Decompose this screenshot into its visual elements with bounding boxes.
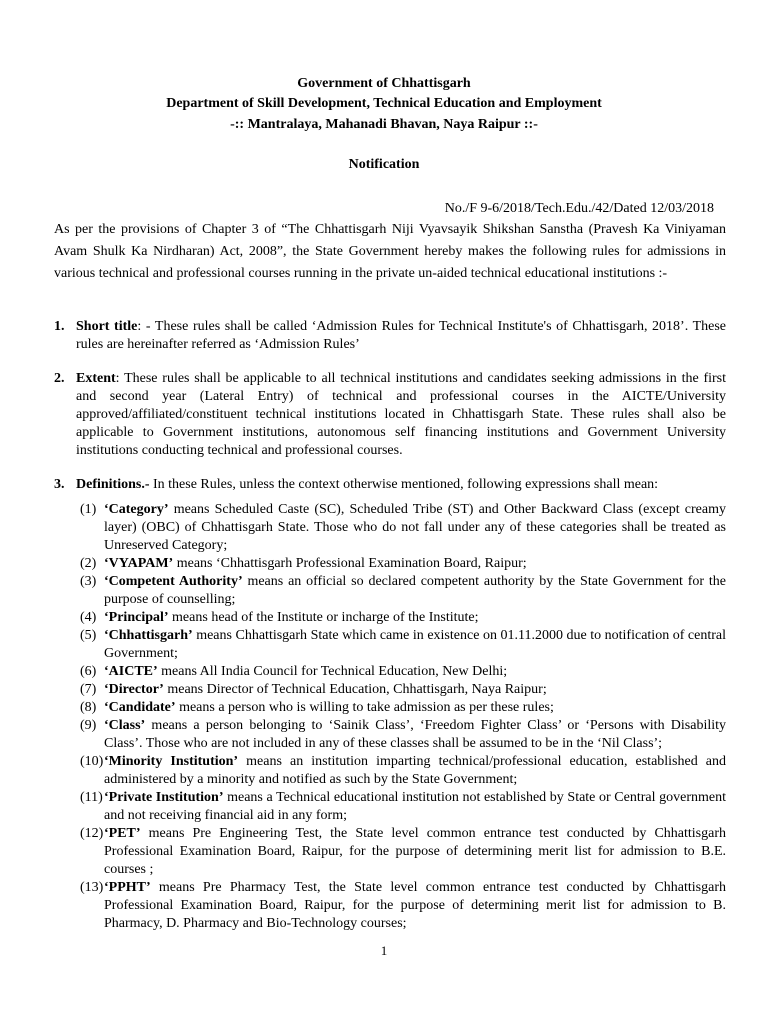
definition-number: (12) xyxy=(80,826,104,841)
definition-item xyxy=(80,879,726,933)
page-number: 1 xyxy=(380,943,388,958)
section-text: : - These rules shall be called ‘Admission Rules for Technical Institute's of Chhattisgarh, 2018’. These rules are hereinafter referred as ‘Admission Rules’ xyxy=(76,319,727,352)
definition-term: ‘Director’ xyxy=(104,682,164,697)
section-number: 3. xyxy=(54,477,65,492)
section-title: Short title xyxy=(76,319,138,334)
section-number: 1. xyxy=(54,319,65,334)
definition-term: ‘VYAPAM’ xyxy=(104,556,174,571)
definition-text: means a Technical educational institution not established by State or Central government and not receiving financial aid in any form; xyxy=(104,790,726,823)
definition-term: ‘Private Institution’ xyxy=(104,790,224,805)
definition-term: ‘Candidate’ xyxy=(104,700,176,715)
definition-text: means an institution imparting technical/professional education, established and administered by a minority and notified as such by the State Government; xyxy=(104,754,727,787)
definition-number: (1) xyxy=(80,502,97,517)
definition-term: ‘Minority Institution’ xyxy=(104,754,239,769)
government-heading: Government of Chhattisgarh xyxy=(297,76,471,91)
definition-text: means an official so declared competent authority by the State Government for the purpose of counselling; xyxy=(104,574,726,607)
definition-number: (7) xyxy=(80,682,97,697)
definition-item xyxy=(80,699,726,717)
notification-heading: Notification xyxy=(348,157,420,172)
definition-item xyxy=(80,627,726,663)
definition-number: (8) xyxy=(80,700,97,715)
address-heading: -:: Mantralaya, Mahanadi Bhavan, Naya Raipur ::- xyxy=(230,117,538,132)
definition-term: ‘PET’ xyxy=(104,826,141,841)
definition-item xyxy=(80,555,726,573)
section-text: In these Rules, unless the context otherwise mentioned, following expressions shall mean: xyxy=(149,477,659,492)
definition-number: (11) xyxy=(80,790,103,805)
definition-item xyxy=(80,681,726,699)
definition-item xyxy=(80,501,726,555)
definition-term: ‘Category’ xyxy=(104,502,169,517)
definition-term: ‘Class’ xyxy=(104,718,146,733)
definition-text: means a person belonging to ‘Sainik Class’, ‘Freedom Fighter Class’ or ‘Persons with Disability Class’. Those who are not included in any of these classes shall be assumed to be in the ‘Nil Class’; xyxy=(104,718,726,751)
definition-item xyxy=(80,753,726,789)
section-definitions xyxy=(54,476,726,494)
definition-term: ‘Competent Authority’ xyxy=(104,574,243,589)
definition-number: (9) xyxy=(80,718,97,733)
definition-item xyxy=(80,609,726,627)
definition-text: means ‘Chhattisgarh Professional Examination Board, Raipur; xyxy=(173,556,527,571)
definition-term: ‘AICTE’ xyxy=(104,664,158,679)
section-short-title xyxy=(54,318,726,354)
definition-number: (13) xyxy=(80,880,104,895)
definition-number: (6) xyxy=(80,664,97,679)
section-title: Extent xyxy=(76,371,116,386)
definition-number: (2) xyxy=(80,556,97,571)
department-heading: Department of Skill Development, Technical Education and Employment xyxy=(166,96,602,111)
definitions-list xyxy=(80,501,726,933)
definition-text: means Pre Pharmacy Test, the State level common entrance test conducted by Chhattisgarh Professional Examination Board, Raipur, for the purpose of determining merit list for admission to B. Pharmacy, D. Pharmacy and Bio-Technology courses; xyxy=(104,880,726,931)
definition-term: ‘PPHT’ xyxy=(104,880,151,895)
definition-text: means Director of Technical Education, Chhattisgarh, Naya Raipur; xyxy=(163,682,547,697)
definition-text: means Pre Engineering Test, the State level common entrance test conducted by Chhattisgarh Professional Examination Board, Raipur, for the purpose of determining merit list for admission to B.E. courses ; xyxy=(104,826,726,877)
reference-number: No./F 9-6/2018/Tech.Edu./42/Dated 12/03/2018 xyxy=(444,201,714,216)
definition-number: (3) xyxy=(80,574,97,589)
definition-text: means head of the Institute or incharge of the Institute; xyxy=(168,610,479,625)
section-extent xyxy=(54,370,726,460)
section-text: : These rules shall be applicable to all technical institutions and candidates seeking admissions in the first and second year (Lateral Entry) of technical and professional courses in the AICTE/University approved/affiliated/constituent technical institutions located in Chhattisgarh State. These rules shall also be applicable to Government institutions, autonomous self financing institutions and Government University institutions conducting technical and professional courses. xyxy=(76,371,726,458)
section-number: 2. xyxy=(54,371,65,386)
definition-number: (5) xyxy=(80,628,97,643)
definition-item xyxy=(80,717,726,753)
definition-item xyxy=(80,825,726,879)
definition-text: means Chhattisgarh State which came in existence on 01.11.2000 due to notification of central Government; xyxy=(104,628,726,661)
definition-term: ‘Chhattisgarh’ xyxy=(104,628,193,643)
intro-paragraph: As per the provisions of Chapter 3 of “The Chhattisgarh Niji Vyavsayik Shikshan Sanstha (Pravesh Ka Viniyaman Avam Shulk Ka Nirdharan) Act, 2008”, the State Government hereby makes the following rules for admissions in various technical and professional courses running in the private un-aided technical educational institutions :- xyxy=(54,222,726,281)
definition-item xyxy=(80,573,726,609)
definition-number: (10) xyxy=(80,754,104,769)
definition-text: means All India Council for Technical Education, New Delhi; xyxy=(157,664,508,679)
definition-item xyxy=(80,789,726,825)
section-title: Definitions.- xyxy=(76,477,150,492)
definition-number: (4) xyxy=(80,610,97,625)
definition-item xyxy=(80,663,726,681)
definition-text: means Scheduled Caste (SC), Scheduled Tribe (ST) and Other Backward Class (except creamy layer) (OBC) of Chhattisgarh State. Those who do not fall under any of these categories shall be treated as Unreserved Category; xyxy=(104,502,726,553)
definition-term: ‘Principal’ xyxy=(104,610,169,625)
definition-text: means a person who is willing to take admission as per these rules; xyxy=(175,700,554,715)
